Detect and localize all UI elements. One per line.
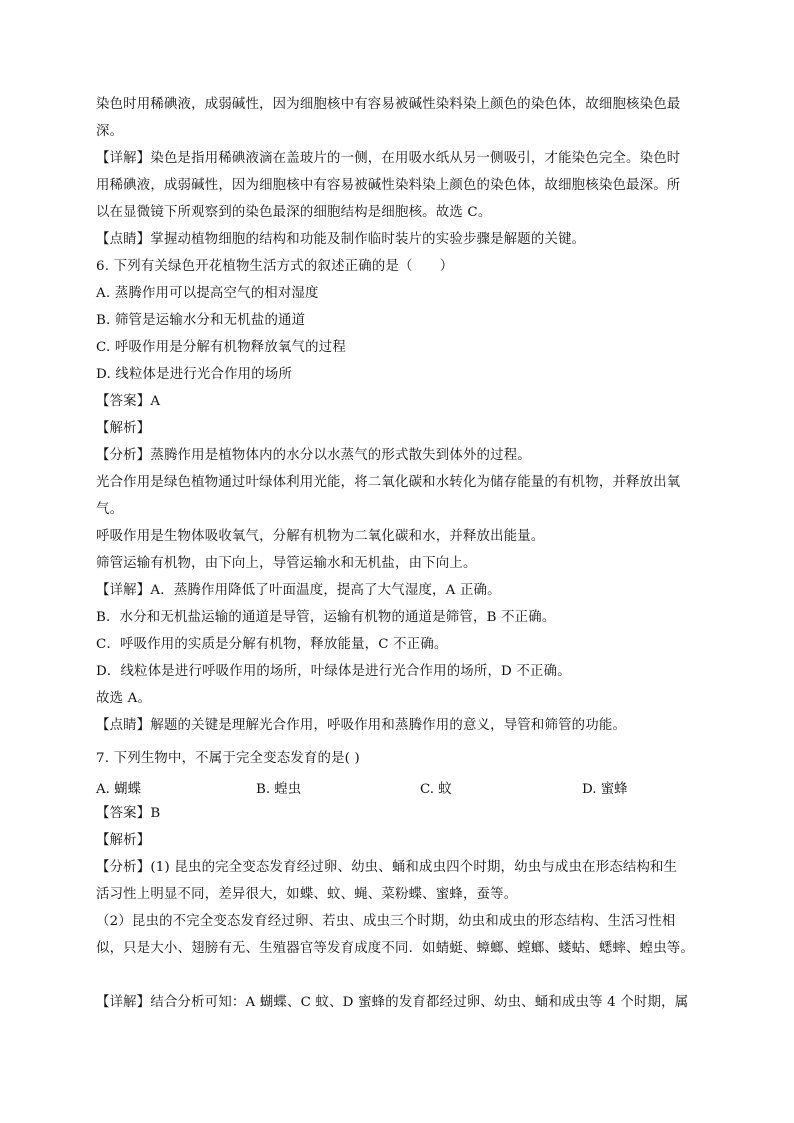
text-line: 【详解】A．蒸腾作用降低了叶面温度，提高了大气湿度，A 正确。 <box>96 583 501 598</box>
option-b: B. 蝗虫 <box>256 782 302 797</box>
question-7-stem: 7. 下列生物中，不属于完全变态发育的是( ) <box>96 751 360 766</box>
analysis-heading: 【解析】 <box>96 421 151 436</box>
option-a: A. 蝴蝶 <box>96 782 141 797</box>
text-line: 染色时用稀碘液，成弱碱性，因为细胞核中有容易被碱性染料染上颜色的染色体，故细胞核染色最 <box>96 97 681 112</box>
option-d: D. 蜜蜂 <box>582 782 628 797</box>
text-line: 以在显微镜下所观察到的染色最深的细胞结构是细胞核。故选 C。 <box>96 205 492 220</box>
text-line: 呼吸作用是生物体吸收氧气，分解有机物为二氧化碳和水，并释放出能量。 <box>96 529 545 544</box>
text-line: B．水分和无机盐运输的通道是导管，运输有机物的通道是筛管，B 不正确。 <box>96 610 556 625</box>
text-line: 【点睛】解题的关键是理解光合作用，呼吸作用和蒸腾作用的意义，导管和筛管的功能。 <box>96 718 627 733</box>
text-line: 【点睛】掌握动植物细胞的结构和功能及制作临时装片的实验步骤是解题的关键。 <box>96 232 586 247</box>
option-a: A. 蒸腾作用可以提高空气的相对湿度 <box>96 286 319 301</box>
text-line: （2）昆虫的不完全变态发育经过卵、若虫、成虫三个时期，幼虫和成虫的形态结构、生活习性相 <box>96 914 676 929</box>
text-line: C．呼吸作用的实质是分解有机物，释放能量，C 不正确。 <box>96 637 448 652</box>
answer-line: 【答案】A <box>96 394 161 409</box>
question-6-stem: 6. 下列有关绿色开花植物生活方式的叙述正确的是（ ） <box>96 259 454 274</box>
text-line: 活习性上明显不同，差异很大，如蝶、蚊、蝇、菜粉蝶、蜜蜂，蚕等。 <box>96 887 518 902</box>
text-line: 气。 <box>96 502 124 517</box>
text-line: 【详解】染色是指用稀碘液滴在盖玻片的一侧，在用吸水纸从另一侧吸引，才能染色完全。染色时 <box>96 151 681 166</box>
text-line: D．线粒体是进行呼吸作用的场所，叶绿体是进行光合作用的场所，D 不正确。 <box>96 664 571 679</box>
text-line: 【分析】(1) 昆虫的完全变态发育经过卵、幼虫、蛹和成虫四个时期，幼虫与成虫在形态结构和生 <box>96 860 678 875</box>
option-c: C. 呼吸作用是分解有机物释放氧气的过程 <box>96 340 346 355</box>
text-line: 光合作用是绿色植物通过叶绿体利用光能，将二氧化碳和水转化为储存能量的有机物，并释放出氧 <box>96 475 681 490</box>
text-line: 似，只是大小、翅膀有无、生殖器官等发育成度不同．如蜻蜓、蟑螂、螳螂、蝼蛄、蟋蟀、蝗虫等。 <box>96 941 694 956</box>
option-d: D. 线粒体是进行光合作用的场所 <box>96 367 293 382</box>
text-line: 深。 <box>96 124 124 139</box>
text-line: 【分析】蒸腾作用是植物体内的水分以水蒸气的形式散失到体外的过程。 <box>96 448 531 463</box>
answer-line: 【答案】B <box>96 806 161 821</box>
question-7-options <box>96 778 706 796</box>
option-c: C. 蚊 <box>420 782 452 797</box>
text-line: 故选 A。 <box>96 691 152 706</box>
text-line: 筛管运输有机物，由下向上，导管运输水和无机盐，由下向上。 <box>96 556 477 571</box>
text-line: 用稀碘液，成弱碱性，因为细胞核中有容易被碱性染料染上颜色的染色体，故细胞核染色最深。所 <box>96 178 681 193</box>
text-line: 【详解】结合分析可知：A 蝴蝶、C 蚊、D 蜜蜂的发育都经过卵、幼虫、蛹和成虫等 4 个时期，属 <box>96 995 689 1010</box>
analysis-heading: 【解析】 <box>96 833 151 848</box>
option-b: B. 筛管是运输水分和无机盐的通道 <box>96 313 306 328</box>
